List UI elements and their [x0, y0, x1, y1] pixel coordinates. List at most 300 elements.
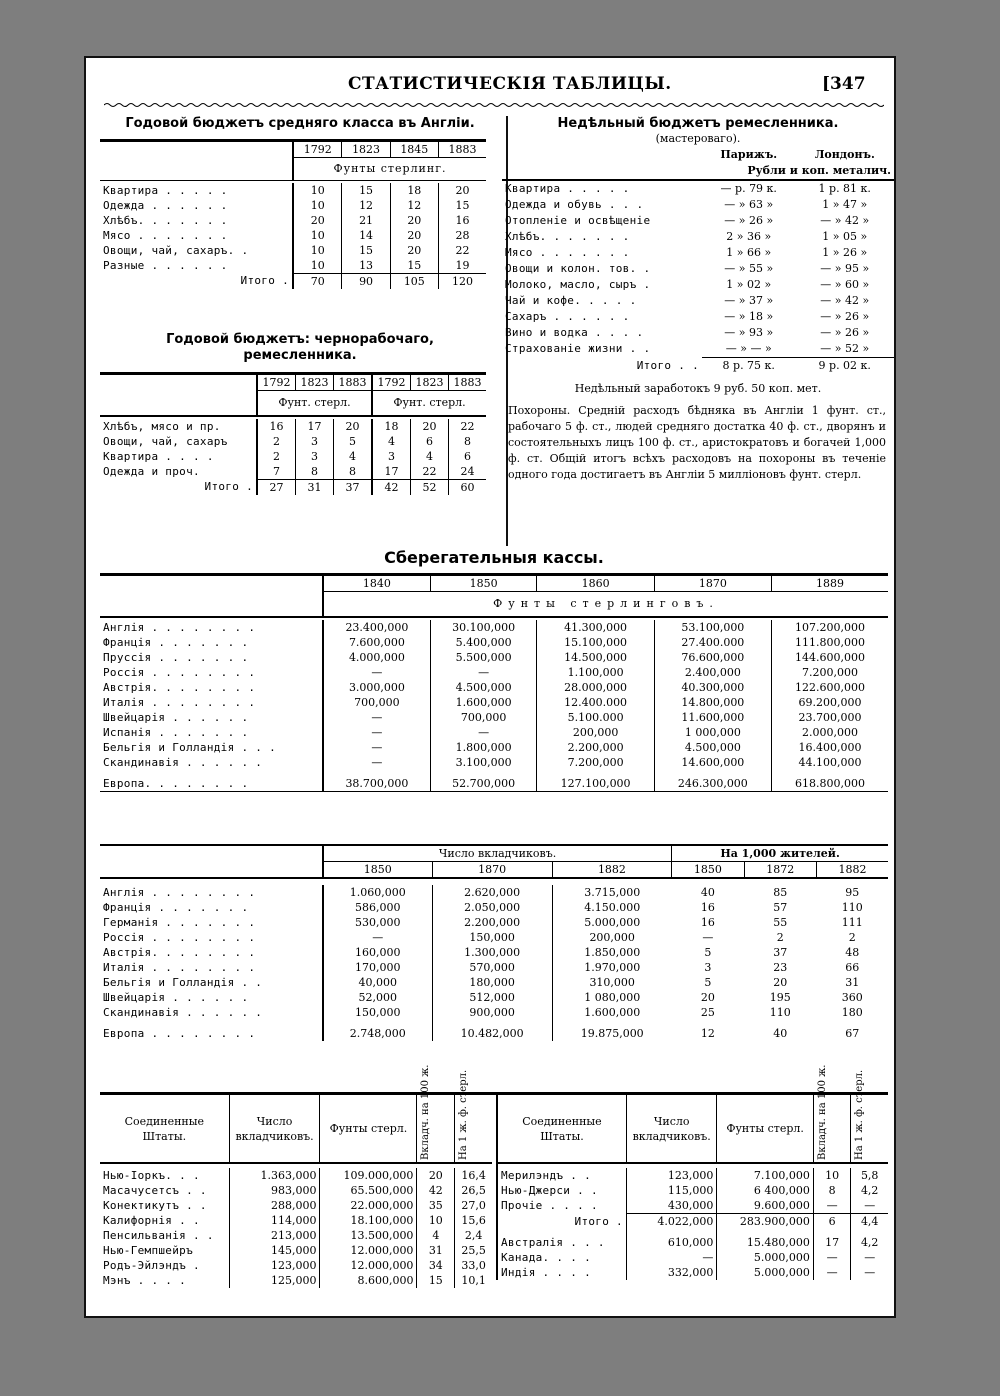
- table-row: [100, 695, 888, 710]
- cell: 12: [700, 1027, 715, 1040]
- table-row: [100, 449, 486, 464]
- cell: 22.000,000: [320, 1198, 417, 1213]
- col-header: На 1 ж. ф. стерл.: [458, 1069, 470, 1160]
- cell: 213,000: [229, 1228, 320, 1243]
- cell: 1 » 26 »: [822, 246, 868, 259]
- year-header: 1850: [323, 862, 432, 879]
- table-row: [502, 197, 894, 213]
- total-label: Итого .: [574, 1214, 623, 1228]
- cell: — » 18 »: [724, 310, 774, 323]
- row-label: Одежда и обувь . . .: [505, 198, 644, 211]
- depositors-section: [100, 844, 888, 1041]
- year-header: 1889: [771, 575, 888, 592]
- cell: 7.600,000: [323, 635, 430, 650]
- row-label: Мэнъ . . . .: [103, 1274, 187, 1287]
- cell: 60: [449, 479, 486, 495]
- cell: 16.400,000: [771, 740, 888, 755]
- cell: 25,5: [455, 1243, 492, 1258]
- cell: 6 400,000: [717, 1183, 813, 1198]
- cell: 6: [813, 1214, 851, 1230]
- row-label: Хлѣбъ. . . . . . .: [103, 213, 228, 227]
- row-label: Квартира . . . . .: [103, 183, 228, 197]
- cell: — р. 79 к.: [720, 182, 777, 195]
- england-budget-table: [100, 139, 486, 289]
- table-row: [100, 620, 888, 635]
- cell: 41.300,000: [537, 620, 654, 635]
- row-label: Квартира . . . .: [103, 449, 214, 463]
- group-header: Число вкладчиковъ.: [323, 845, 672, 862]
- cell: 200,000: [537, 725, 654, 740]
- row-label: Италія . . . . . . . .: [103, 961, 256, 974]
- us-table-left: [100, 1064, 492, 1288]
- cell: 9 р. 02 к.: [795, 358, 894, 375]
- cell: 12.400.000: [537, 695, 654, 710]
- year-header: 1850: [672, 862, 744, 879]
- cell: 5,8: [851, 1168, 888, 1183]
- cell: 2,4: [455, 1228, 492, 1243]
- row-label: Одежда и проч.: [103, 464, 200, 478]
- cell: 2.620,000: [432, 885, 552, 900]
- table-row: [497, 1250, 888, 1265]
- cell: 7.200,000: [771, 665, 888, 680]
- cell: —: [813, 1198, 851, 1214]
- table-row: [502, 309, 894, 325]
- row-label: Нью-Гемпшейръ: [103, 1244, 193, 1257]
- cell: 40.300,000: [654, 680, 771, 695]
- cell: 1 » 47 »: [822, 198, 868, 211]
- row-label: Сахаръ . . . . . .: [505, 310, 630, 323]
- page-title: СТАТИСТИЧЕСКІЯ ТАБЛИЦЫ.: [348, 74, 672, 94]
- cell: —: [851, 1198, 888, 1214]
- col-header: Вкладч. на 100 ж.: [816, 1064, 828, 1160]
- cell: 3.000,000: [323, 680, 430, 695]
- cell: 38.700,000: [323, 776, 430, 792]
- cell: 7: [257, 464, 296, 480]
- cell: — » 55 »: [724, 262, 774, 275]
- row-label: Россія . . . . . . . .: [103, 931, 256, 944]
- row-label: Испанія . . . . . . .: [103, 725, 249, 739]
- cell: 40: [773, 1027, 788, 1040]
- cell: 13.500,000: [320, 1228, 417, 1243]
- table-row: [100, 960, 888, 975]
- table-row: [100, 755, 888, 770]
- cell: 700,000: [323, 695, 430, 710]
- cell: 15: [342, 183, 390, 198]
- cell: 42: [372, 479, 411, 495]
- cell: 20: [390, 213, 438, 228]
- cell: 2: [848, 931, 856, 944]
- cell: 90: [342, 273, 390, 289]
- cell: 7.100,000: [717, 1168, 813, 1183]
- cell: 430,000: [626, 1198, 716, 1214]
- worker-budget-table: [100, 372, 486, 495]
- table-row: [100, 990, 888, 1005]
- cell: 1 » 02 »: [726, 278, 772, 291]
- worker-budget-title: Годовой бюджетъ: чернорабочаго, ремесленника.: [166, 332, 434, 363]
- total-label: Итого .: [204, 480, 253, 494]
- year-header: 1872: [744, 862, 816, 879]
- cell: 120: [438, 273, 486, 289]
- row-label: Франція . . . . . . .: [103, 635, 249, 649]
- cell: 170,000: [323, 960, 432, 975]
- cell: 40: [700, 886, 715, 899]
- cell: 3.100,000: [430, 755, 537, 770]
- col-header: На 1 ж. ф. стерл.: [854, 1069, 866, 1160]
- cell: 12: [342, 198, 390, 213]
- cell: 31: [417, 1243, 455, 1258]
- cell: 22: [438, 243, 486, 258]
- table-row: [100, 228, 486, 243]
- cell: 10,1: [455, 1273, 492, 1288]
- cell: —: [323, 755, 430, 770]
- cell: 16: [438, 213, 486, 228]
- year-header: 1870: [432, 862, 552, 879]
- row-label: Овощи и колон. тов. .: [505, 262, 651, 275]
- cell: — » 93 »: [724, 326, 774, 339]
- cell: 144.600,000: [771, 650, 888, 665]
- year-header: 1823: [296, 374, 334, 391]
- table-row: [100, 243, 486, 258]
- table-row: [100, 710, 888, 725]
- cell: 27: [257, 479, 296, 495]
- cell: 37: [773, 946, 788, 959]
- table-row: [100, 1243, 492, 1258]
- row-label: Мерилэндъ . .: [501, 1169, 591, 1182]
- table-row: [100, 665, 888, 680]
- col-header-paris: Парижъ.: [720, 148, 778, 161]
- row-label: Молоко, масло, сыръ .: [505, 278, 651, 291]
- cell: 85: [773, 886, 788, 899]
- weekly-budget-subtitle: (мастероваго).: [655, 132, 741, 145]
- cell: 160,000: [323, 945, 432, 960]
- cell: 114,000: [229, 1213, 320, 1228]
- cell: 10.482,000: [432, 1026, 552, 1041]
- table-row: [100, 885, 888, 900]
- cell: 57: [773, 901, 788, 914]
- cell: 15: [417, 1273, 455, 1288]
- cell: 127.100,000: [537, 776, 654, 792]
- total-label: Европа . . . . . . . .: [103, 1027, 256, 1040]
- cell: 246.300,000: [654, 776, 771, 792]
- table-row: [100, 930, 888, 945]
- cell: 14.600,000: [654, 755, 771, 770]
- cell: 1.300,000: [432, 945, 552, 960]
- row-label: Хлѣбъ, мясо и пр.: [103, 419, 221, 433]
- cell: 1.600,000: [430, 695, 537, 710]
- cell: 1.600,000: [552, 1005, 671, 1020]
- cell: 5.400,000: [430, 635, 537, 650]
- cell: 145,000: [229, 1243, 320, 1258]
- table-row: [502, 293, 894, 309]
- total-row: [100, 776, 888, 792]
- cell: 20: [417, 1168, 455, 1183]
- unit-header: Фунт. стерл.: [372, 391, 486, 416]
- row-label: Нью-Іоркъ. . .: [103, 1169, 200, 1182]
- cell: 200,000: [552, 930, 671, 945]
- cell: 3.715,000: [552, 885, 671, 900]
- cell: 2.400,000: [654, 665, 771, 680]
- cell: 53.100,000: [654, 620, 771, 635]
- cell: — » 37 »: [724, 294, 774, 307]
- page-header: [86, 74, 896, 100]
- row-label: Бельгія и Голландія . .: [103, 976, 263, 989]
- cell: 111: [841, 916, 863, 929]
- cell: — » 26 »: [724, 214, 774, 227]
- cell: — » 42 »: [820, 214, 870, 227]
- cell: 332,000: [626, 1265, 716, 1280]
- table-row: [100, 915, 888, 930]
- cell: —: [323, 665, 430, 680]
- cell: 9.600,000: [717, 1198, 813, 1214]
- total-label: Итого .: [240, 274, 289, 288]
- table-row: [502, 229, 894, 245]
- cell: 40,000: [323, 975, 432, 990]
- cell: 900,000: [432, 1005, 552, 1020]
- table-row: [502, 261, 894, 277]
- cell: 4: [417, 1228, 455, 1243]
- england-budget-title: Годовой бюджетъ средняго класса въ Англіи.: [125, 116, 475, 131]
- cell: —: [626, 1250, 716, 1265]
- cell: 14.500,000: [537, 650, 654, 665]
- cell: 28.000,000: [537, 680, 654, 695]
- col-header: Фунты стерл.: [717, 1095, 813, 1163]
- cell: 30.100,000: [430, 620, 537, 635]
- cell: —: [323, 725, 430, 740]
- weekly-budget-table: [502, 147, 894, 374]
- table-row: [100, 434, 486, 449]
- cell: 42: [417, 1183, 455, 1198]
- us-table-right: [496, 1064, 888, 1280]
- cell: 44.100,000: [771, 755, 888, 770]
- year-header: 1883: [334, 374, 373, 391]
- cell: 310,000: [552, 975, 671, 990]
- table-row: [497, 1265, 888, 1280]
- row-label: Индія . . . .: [501, 1266, 591, 1279]
- cell: —: [813, 1250, 851, 1265]
- cell: 2: [776, 931, 784, 944]
- cell: 20: [390, 243, 438, 258]
- cell: 13: [342, 258, 390, 274]
- cell: 69.200,000: [771, 695, 888, 710]
- weekly-wage-note: Недѣльный заработокъ 9 руб. 50 коп. мет.: [574, 382, 822, 395]
- cell: —: [702, 931, 714, 944]
- cell: 10: [293, 258, 342, 274]
- table-row: [497, 1198, 888, 1214]
- england-budget-section: [100, 116, 500, 289]
- cell: 52,000: [323, 990, 432, 1005]
- row-label: Австрія. . . . . . . .: [103, 680, 256, 694]
- cell: 109.000,000: [320, 1168, 417, 1183]
- cell: 16: [700, 916, 715, 929]
- weekly-budget-title: Недѣльный бюджетъ ремесленника.: [557, 116, 839, 131]
- cell: 22: [449, 419, 486, 434]
- row-label: Канада. . . .: [501, 1251, 591, 1264]
- cell: —: [323, 740, 430, 755]
- cell: 10: [293, 228, 342, 243]
- table-row: [497, 1183, 888, 1198]
- cell: 3: [372, 449, 411, 464]
- cell: —: [430, 725, 537, 740]
- year-header: 1792: [257, 374, 296, 391]
- cell: 11.600,000: [654, 710, 771, 725]
- row-label: Чай и кофе. . . . .: [505, 294, 637, 307]
- cell: 4.000,000: [323, 650, 430, 665]
- cell: 10: [293, 198, 342, 213]
- table-row: [497, 1235, 888, 1250]
- cell: 22: [411, 464, 449, 480]
- cell: —: [323, 710, 430, 725]
- table-row: [100, 464, 486, 480]
- cell: 52: [411, 479, 449, 495]
- row-label: Франція . . . . . . .: [103, 901, 249, 914]
- cell: 110: [841, 901, 863, 914]
- cell: 1.970,000: [552, 960, 671, 975]
- cell: 20: [293, 213, 342, 228]
- col-header: Фунты стерл.: [320, 1095, 417, 1163]
- cell: 67: [845, 1027, 860, 1040]
- cell: 983,000: [229, 1183, 320, 1198]
- cell: 4.500,000: [430, 680, 537, 695]
- cell: 288,000: [229, 1198, 320, 1213]
- cell: 1 » 05 »: [822, 230, 868, 243]
- cell: 15: [390, 258, 438, 274]
- unit-header: Фунт. стерл.: [257, 391, 372, 416]
- cell: — » 63 »: [724, 198, 774, 211]
- row-label: Мясо . . . . . . .: [505, 246, 630, 259]
- table-row: [502, 341, 894, 358]
- savings-table: [100, 573, 888, 794]
- row-label: Австрія. . . . . . . .: [103, 946, 256, 959]
- units-header: Рубли и коп. металич.: [747, 164, 891, 177]
- cell: —: [813, 1265, 851, 1280]
- row-label: Швейцарія . . . . . .: [103, 710, 249, 724]
- cell: —: [323, 930, 432, 945]
- cell: 16: [257, 419, 296, 434]
- row-label: Одежда . . . . . .: [103, 198, 228, 212]
- cell: 14.800,000: [654, 695, 771, 710]
- cell: 48: [845, 946, 860, 959]
- cell: 23: [773, 961, 788, 974]
- cell: 20: [390, 228, 438, 243]
- cell: 1 080,000: [552, 990, 671, 1005]
- cell: 70: [293, 273, 342, 289]
- cell: 1.363,000: [229, 1168, 320, 1183]
- cell: 111.800,000: [771, 635, 888, 650]
- table-row: [100, 183, 486, 198]
- cell: 52.700,000: [430, 776, 537, 792]
- cell: 28: [438, 228, 486, 243]
- cell: 2.200,000: [537, 740, 654, 755]
- cell: 12.000,000: [320, 1243, 417, 1258]
- cell: 2 » 36 »: [726, 230, 772, 243]
- cell: 65.500,000: [320, 1183, 417, 1198]
- year-header: 1840: [323, 575, 430, 592]
- cell: 1.100,000: [537, 665, 654, 680]
- funerals-paragraph: Похороны. Средній расходъ бѣдняка въ Англіи 1 фунт. ст., рабочаго 5 ф. ст., людей средняго достатка 40 ф. ст., дворянъ и состоятельныхъ лицъ 100 ф. ст., аристократовъ и богачей 1,000 ф. ст. Общій итогъ всѣхъ расходовъ на похороны въ теченіе одного года достигаетъ въ Англіи 5 милліоновъ фунт. стерл.: [508, 404, 886, 481]
- cell: 180,000: [432, 975, 552, 990]
- table-row: [497, 1168, 888, 1183]
- cell: 6: [411, 434, 449, 449]
- cell: 8: [813, 1183, 851, 1198]
- cell: 18: [390, 183, 438, 198]
- table-row: [100, 1258, 492, 1273]
- weekly-budget-section: [502, 116, 894, 483]
- savings-title: Сберегательныя кассы.: [384, 548, 604, 567]
- cell: 125,000: [229, 1273, 320, 1288]
- row-label: Скандинавія . . . . . .: [103, 1006, 263, 1019]
- row-label: Конектикутъ . .: [103, 1199, 207, 1212]
- row-label: Вино и водка . . . .: [505, 326, 644, 339]
- cell: — » 26 »: [820, 326, 870, 339]
- cell: 6: [449, 449, 486, 464]
- col-header: Число вкладчиковъ.: [229, 1095, 320, 1163]
- cell: 16: [700, 901, 715, 914]
- table-row: [502, 245, 894, 261]
- cell: 4,2: [851, 1235, 888, 1250]
- table-row: [100, 1228, 492, 1243]
- cell: 15.480,000: [717, 1235, 813, 1250]
- row-label: Италія . . . . . . . .: [103, 695, 256, 709]
- table-row: [100, 1273, 492, 1288]
- table-row: [100, 740, 888, 755]
- table-row: [100, 419, 486, 434]
- year-header: 1792: [372, 374, 411, 391]
- table-row: [100, 1005, 888, 1020]
- cell: 5: [704, 946, 712, 959]
- row-label: Нью-Джерси . .: [501, 1184, 598, 1197]
- savings-section: [100, 548, 888, 794]
- cell: 18: [372, 419, 411, 434]
- cell: 283.900,000: [717, 1214, 813, 1230]
- cell: 8: [296, 464, 334, 480]
- col-header: Соединенные Штаты.: [522, 1114, 602, 1143]
- cell: 1.800,000: [430, 740, 537, 755]
- cell: 10: [293, 183, 342, 198]
- cell: 34: [417, 1258, 455, 1273]
- row-label: Пенсильванія . .: [103, 1229, 214, 1242]
- cell: 4,4: [851, 1214, 888, 1230]
- row-label: Разные . . . . . .: [103, 258, 228, 272]
- cell: 4.022,000: [626, 1214, 716, 1230]
- year-header: 1883: [449, 374, 486, 391]
- table-row: [100, 1198, 492, 1213]
- cell: 5.000,000: [717, 1250, 813, 1265]
- year-header: 1823: [342, 141, 390, 158]
- cell: 20: [411, 419, 449, 434]
- total-row: [502, 358, 894, 375]
- table-row: [100, 725, 888, 740]
- us-section: [100, 1064, 888, 1287]
- table-row: [502, 213, 894, 229]
- book-page: [84, 56, 896, 1318]
- row-label: Овощи, чай, сахаръ: [103, 434, 228, 448]
- cell: 17: [813, 1235, 851, 1250]
- cell: 610,000: [626, 1235, 716, 1250]
- cell: 2: [257, 434, 296, 449]
- cell: 1 000,000: [654, 725, 771, 740]
- cell: 4: [411, 449, 449, 464]
- table-row: [100, 1213, 492, 1228]
- cell: 105: [390, 273, 438, 289]
- cell: 1.850,000: [552, 945, 671, 960]
- cell: 150,000: [432, 930, 552, 945]
- cell: 5: [704, 976, 712, 989]
- cell: — » — »: [725, 342, 772, 355]
- year-header: 1883: [438, 141, 486, 158]
- col-header: Число вкладчиковъ.: [626, 1095, 716, 1163]
- cell: 110: [769, 1006, 791, 1019]
- cell: 20: [700, 991, 715, 1004]
